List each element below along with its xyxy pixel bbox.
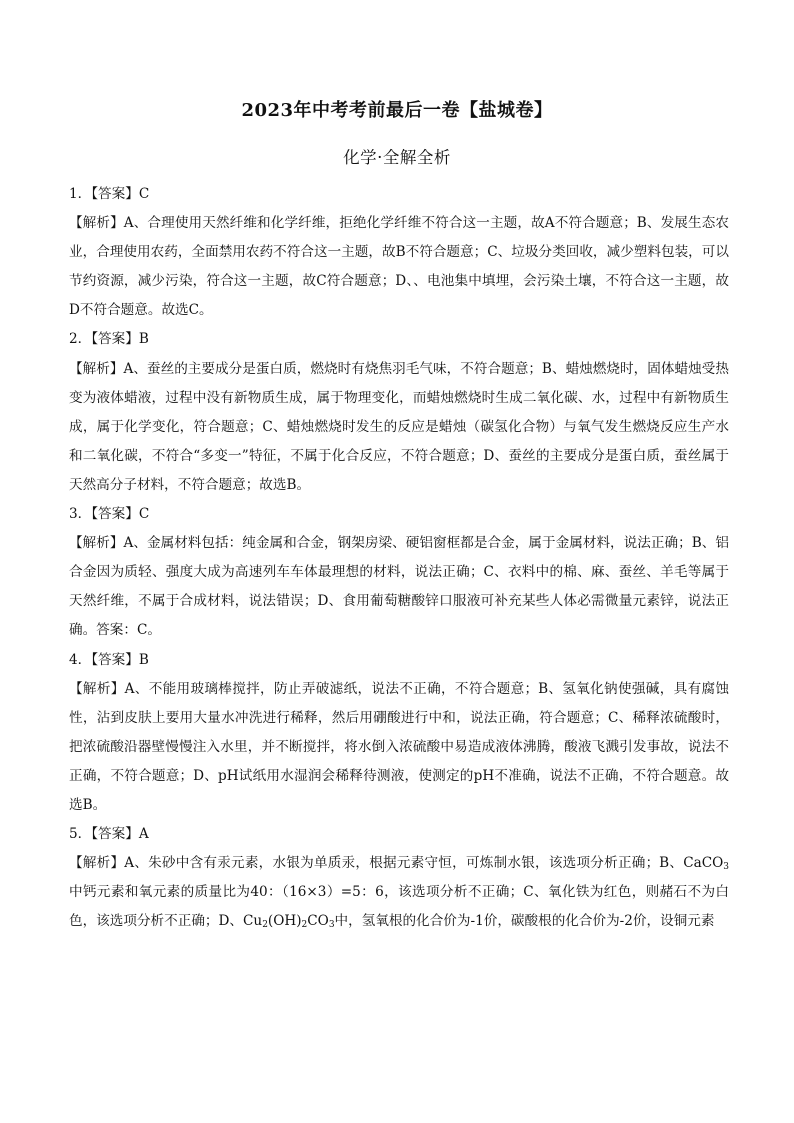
document-title: 2023年中考考前最后一卷【盐城卷】: [241, 100, 553, 121]
q5-text-3: (OH): [267, 913, 302, 930]
q5-text-4: CO: [307, 913, 329, 930]
q5-sub-4: 3: [328, 920, 335, 931]
q5-text-5: 中，氢氧根的化合价为-1价，碳酸根的化合价为-2价，设铜元素: [334, 913, 715, 930]
q5-text-1: 【解析】A、朱砂中含有汞元素，水银为单质汞，根据元素守恒，可炼制水银，该选项分析正确；B、CaCO: [69, 855, 724, 872]
q5-text-2: 中钙元素和氧元素的质量比为40：（16×3）=5：6，该选项分析不正确；C、氧化铁为红色，则赭石不为白色，该选项分析不正确；D、Cu: [69, 884, 729, 930]
question-2-answer: 2．【答案】B: [69, 331, 149, 348]
question-5-answer: 5．【答案】A: [69, 826, 149, 843]
document-subtitle: 化学·全解全析: [343, 148, 451, 167]
question-2-analysis: 【解析】A、蚕丝的主要成分是蛋白质，燃烧时有烧焦羽毛气味，不符合题意；B、蜡烛燃烧时，固体蜡烛受热变为液体蜡液，过程中没有新物质生成，属于物理变化，而蜡烛燃烧时生成二氧化碳、水，过程中有新物质生成，属于化学变化，符合题意；C、蜡烛燃烧时发生的反应是蜡烛（碳氢化合物）与氧气发生燃烧反应生产水和二氧化碳，不符合“多变一”特征，不属于化合反应，不符合题意；D、蚕丝的主要成分是蛋白质，蚕丝属于天然高分子材料，不符合题意；故选B。: [69, 360, 729, 493]
q5-sub-2: 2: [262, 920, 268, 931]
question-1-answer: 1．【答案】C: [69, 186, 150, 202]
question-3-analysis: 【解析】A、金属材料包括：纯金属和合金，钢架房梁、硬铝窗框都是合金，属于金属材料，说法正确；B、铝合金因为质轻、强度大成为高速列车车体最理想的材料，说法正确；C、衣料中的棉、麻、蚕丝、羊毛等属于天然纤维，不属于合成材料，说法错误；D、食用葡萄糖酸锌口服液可补充某些人体必需微量元素锌，说法正确。答案：C。: [69, 535, 729, 639]
question-1-analysis: 【解析】A、合理使用天然纤维和化学纤维，拒绝化学纤维不符合这一主题，故A不符合题意；B、发展生态农业，合理使用农药，全面禁用农药不符合这一主题，故B不符合题意；C、垃圾分类回收，减少塑料包装，可以节约资源，减少污染，符合这一主题，故C符合题意；D、、电池集中填埋，会污染土壤，不符合这一主题，故D不符合题意。故选C。: [69, 215, 729, 319]
question-5-analysis: [69, 849, 729, 936]
answer-content: [69, 180, 729, 936]
question-4-answer: 4．【答案】B: [69, 651, 149, 668]
question-4-analysis: 【解析】A、不能用玻璃棒搅拌，防止弄破滤纸，说法不正确，不符合题意；B、氢氧化钠使强碱，具有腐蚀性，沾到皮肤上要用大量水冲洗进行稀释，然后用硼酸进行中和，说法正确，符合题意；C、稀释浓硫酸时，把浓硫酸沿器壁慢慢注入水里，并不断搅拌，将水倒入浓硫酸中易造成液体沸腾，酸液飞溅引发事故，说法不正确，不符合题意；D、pH试纸用水湿润会稀释待测液，使测定的pH不准确，说法不正确，不符合题意。故选B。: [69, 680, 729, 813]
q5-sub-3: 2: [301, 920, 308, 931]
q5-sub-1: 3: [723, 862, 729, 873]
question-3-answer: 3．【答案】C: [69, 506, 150, 523]
